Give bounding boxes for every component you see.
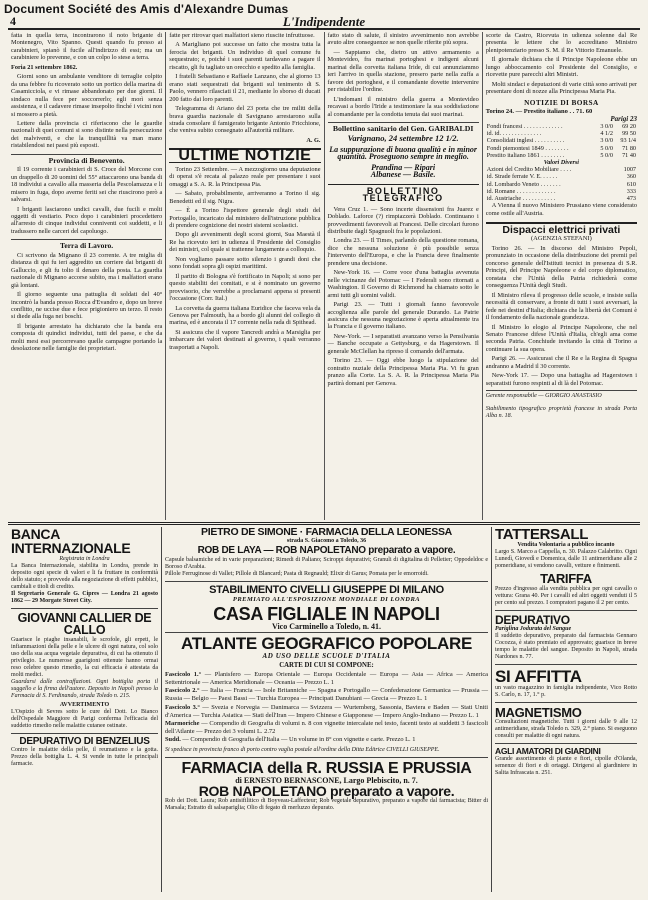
bulletin-doctors: Prandina — Ripari Albanese — Basile.	[370, 162, 436, 180]
paragraph: — È a Torino l'ispettore generale degli studi del Portogallo, incaricato dal ministero dell'istruzione pubblica di prendere cognizione dei nostri sistemi scolastici.	[169, 207, 321, 229]
ad-text: Guarisce le piaghe insanabili, le scrofole, gli erpeti, le infiammazioni della pelle e le ulcere di ogni natura, col solo uso della sua acqua vegetale depurativa, di cui ha ottenuto il privilegio. Le numerose guarigioni ottenute hanno ormai reso celebre questo rimedio, la cui efficacia è attestata da molti medici.	[11, 637, 158, 679]
paragraph: Il Ministro lo elogio al Principe Napoleone, che nel Senato Francese difese l'Unità d'Italia, ch'egli ama come seconda Patria. Conchiude invitando la città di Torino a continuare la sua opera.	[485, 323, 637, 353]
paragraph: Dopo gli avvenimenti degli scorsi giorni, Sua Maestà il Re ha ricevuto ieri in udienza il Presidente del Consiglio dei ministri, col quale si trattenne lungamente a colloquio.	[169, 231, 321, 254]
ad-text: Pillole Ferruginose di Vallet; Pillole di Blancard; Pasta di Regnauld; Elixir di Garus; Pomata per le emorroidi.	[165, 570, 429, 577]
news-columns	[8, 32, 640, 520]
advertisements	[8, 527, 640, 892]
paragraph: fatte per ritrovar quei malfattori sieno riuscite infruttuose.	[169, 32, 315, 39]
column-3	[325, 32, 483, 520]
ad-subtitle: PREMIATO ALL'ESPOSIZIONE MONDIALE DI LONDRA	[232, 596, 421, 604]
table-row: id. id. . . . . . . . . . . . . . 4 1/2 99 50	[486, 130, 636, 138]
paragraph: Torino 23. — Oggi ebbe luogo la stipulazione del contratto nuziale della Principessa Maria Pia. Vi fu gran pranzo alla Corte. La S. A. R. la Principessa Maria Pia partirà domani per Genova.	[327, 357, 479, 387]
ad-farmacia	[165, 761, 488, 813]
bulletin-title: Bollettino sanitario del Gen. GARIBALDI	[328, 122, 479, 132]
dispacci-subtitle: (AGENZIA STEFANI)	[531, 234, 592, 242]
ad-heading: TARIFFA	[540, 571, 592, 587]
column-4	[483, 32, 640, 520]
table-row: id. Strade ferrate V. E. . . . . . 360	[486, 173, 636, 181]
table-row: id. Romane . . . . . . . . . . . . . 333	[486, 187, 636, 195]
ad-giardini	[495, 747, 637, 777]
paragraph: Parigi 26. — Assicurasi che il Re e la Regina di Spagna andranno a Madrid il 30 corrente.	[485, 355, 637, 370]
ultime-notizie-title: ULTIME NOTIZIE	[169, 148, 320, 162]
borsa-title: NOTIZIE DI BORSA	[524, 97, 599, 107]
paragraph: Ci scrivono da Mignano il 23 corrente. A tre miglia di distanza di qui fu ieri aggredito un corriere dai briganti di Galluccio, e gli fu tolto il denaro della posta. La guardia nazionale di Mignano accorse subito, ma i malfattori erano già lontani.	[11, 251, 163, 289]
section-title: Provincia di Benevento.	[11, 154, 162, 164]
ad-text: Consultazioni magnetiche. Tutti i giorni dalle 9 alle 12 antimeridiane, strada Toledo n. 329, 2.° piano. Si eseguono consulti per malattie di ogni natura.	[495, 719, 637, 740]
running-header	[8, 14, 640, 30]
paragraph: Non vogliamo passare sotto silenzio i grandi doni che sono fondati sopra gli ospizi marittimi.	[169, 255, 321, 271]
paragraph: L'indomani il ministro della guerra a Montevideo recavasi a bordo l'Iride a testimoniare la sua soddisfazione al comandante per la condotta tenuta dai suoi marinai.	[327, 95, 479, 118]
paragraph: Torino 26. — In discorso del Ministro Pepoli, pronunziato in occasione della distribuzione dei premii pel concorso generale dell'Istituti tecnici in presenza di S.R. Principi, del Principe Napoleone e del corpo diplomatico, constata che l'Unità della Patria richiederà come conseguenza l'Unità degli Studi.	[485, 245, 637, 290]
bulletin-text: La suppurazione di buona qualità e in minor quantità. Proseguono sempre in meglio.	[329, 144, 478, 162]
paragraph: fatto stato di salute, il sinistro avvenimento non avrebbe avuto altre conseguenze se non quelle riferite più sopra.	[327, 32, 479, 47]
paragraph: Il giorno seguente una pattuglia di soldati del 40° incontrò la banda presso Rocca d'Evandro e, dopo un breve conflitto, ne uccise due e fece prigioniero un terzo. Il resto si diede alla fuga nei boschi.	[11, 291, 163, 321]
paragraph: — Sappiamo che, dietro un attivo armamento a Montevideo, fra marinai portoghesi e indigeni alcuni marinai della corvetta italiana Iride, di cui annunziammo ieri l'arrivo in quella stazione, presero parte nella zuffa a favore dei portoghesi, e il comandante dovette intervenire per ristabilire l'ordine.	[327, 48, 479, 94]
ad-text: L'Ospizio di Sevres sotto le cure del Dott. Lo Bianco dell'Ospedale Maggiore di Parigi conferma l'efficacia del suddetto rimedio nelle malattie cutanee ostinate.	[11, 709, 158, 730]
column-1	[8, 32, 166, 520]
ad-text: Contro le malattie della pelle, il reumatismo e la gotta. Prezzo della bottiglia L. 4. Si vende in tutte le principali farmacie.	[11, 747, 158, 768]
paragraph: — Sabato, probabilmente, arriveranno a Torino il sig. Benedetti ed il sig. Nigra.	[169, 190, 321, 205]
ad-title: BANCA INTERNAZIONALE	[11, 527, 131, 557]
ad-subtitle: Registrata in Londra	[59, 555, 110, 562]
ad-address: Vico Carminello a Toledo, n. 41.	[271, 622, 382, 632]
parigi-label: Parigi 23	[610, 114, 637, 123]
ad-text: La Banca Internazionale, stabilita in Londra, prende in deposito ogni specie di valori e li fa fruttare in conformità dello statuto; e provvede alla negoziazione di effetti pubblici, cambiali e titoli di credito.	[11, 562, 159, 590]
ads-right-column	[492, 527, 640, 892]
list-item: Fascicolo 1.° — Planisfero — Europa Orientale — Europa Occidentale — Europa — Asia — Africa — America Settentrionale — America Meridionale — Oceania — Prezzo L. 1	[165, 670, 488, 686]
ad-heading: ATLANTE GEOGRAFICO POPOLARE	[165, 632, 488, 652]
ad-text: Il suddetto depurativo, preparato dal farmacista Gennaro Cocozza, è stato premiato ed approvato; guarisce in breve tempo le malattie del sangue. Deposito in Napoli, strada Nardones n. 77.	[495, 632, 637, 660]
ad-title: FARMACIA della R. RUSSIA E PRUSSIA	[181, 759, 472, 777]
table-row: id. Lombardo Veneto . . . . . . . 610	[486, 180, 636, 188]
paragraph: Londra 23. — Il Times, parlando della questione romana, dice che nessuna soluzione è più possibile senza l'intervento dell'Europa, e che la Francia deve finalmente prendere una decisione.	[327, 237, 479, 267]
ad-subtitle: Pariglina Jodurata del Sangue	[495, 625, 572, 632]
ad-footer: Si spedisce in provincia franco di porto contro vaglia postale all'ordine della Ditta Editrice CIVELLI GIUSEPPE.	[165, 746, 440, 753]
ad-title: AGLI AMATORI DI GIARDINI	[495, 746, 601, 757]
ad-text: Prezzo d'ingresso alla vendita pubblica per ogni cavallo o vettura: Grana 40. Per i cavalli ed altri oggetti venduti il 5 per cento sul prezzo. I compratori pagano il 2 per cento.	[495, 585, 637, 606]
ads-middle-column	[162, 527, 492, 892]
ad-title: DEPURATIVO	[495, 612, 570, 627]
paragraph: Lettere dalla provincia ci riferiscono che le guardie nazionali di quei comuni si sono distinte nella persecuzione dei malviventi, e che la tranquillità va man mano ristabilendosi nei paesi più esposti.	[11, 119, 163, 150]
ad-heading: AVVERTIMENTO	[59, 702, 110, 709]
paragraph: I briganti lasciarono undici cavalli, due fucili e molti oggetti di vestiario. Poco dopo i carabinieri procedettero all'arresto di cinque individui conniventi coi suddetti, e li tradussero nelle carceri del capoluogo.	[11, 205, 163, 235]
ad-text: Rob dei Dott. Laura; Rob antisifilitico di Boyveau-Laffecteur; Rob vegetale depurativo, preparato a vapore dal farmacista; Bitter di Marsala; Estratto di salsapariglia; Olio di fegato di merluzzo depurato.	[165, 798, 488, 812]
ad-text: un vasto magazzino in famiglia indipendente, Vico Rotto S. Carlo, n. 17, 1.° p.	[495, 685, 637, 699]
paragraph: Il giornale dichiara che il Principe Napoleone ebbe un lungo abboccamento col Presidente del Consiglio, e ricevette pure parecchi altri Ministri.	[485, 56, 637, 79]
table-row: Fondi piemontesi 1849 . . . . . . . . 5 0/0 71 80	[486, 144, 636, 152]
paragraph: Il 19 corrente i carabinieri di S. Croce del Morcone con un drappello di 20 uomini del 55° attaccarono una banda di 18 individui a cavallo alla masseria della Pescolamazza e li misero in fuga, dopo averne feriti sei che riuscirono però a salvarsi.	[11, 166, 163, 204]
ad-address: Il Segretario Generale G. Cipres — Londra 21 agosto 1862 — 29 Morgate Street City.	[11, 590, 158, 604]
ad-magnetismo	[495, 706, 637, 744]
paragraph: A Vienna il nuovo Ministero Prussiano viene considerato come ostile all'Austria.	[485, 202, 637, 217]
ad-tattersall	[495, 527, 637, 611]
dispacci-title: Dispacci elettrici privati	[486, 222, 637, 234]
list-item: Marmoriche — Compendio di Geografia di volumi n. 8 con vignette intercalate nel testo, facenti testo ai suddetti 3 fascicoli dell'Atlante — Prezzo dei 3 volumi L. 2.72	[165, 720, 489, 736]
bollettino-telegrafico-title: BOLLETTINO TELEGRAFICO	[328, 184, 479, 203]
ad-subtitle: AD USO DELLE SCUOLE D'ITALIA	[262, 651, 391, 660]
ad-title: DEPURATIVO DI BENZELIUS	[19, 736, 150, 748]
ad-title: CASA FIGLIALE IN NAPOLI	[213, 604, 440, 625]
paragraph: New-York 17. — Dopo una battaglia ad Hagerstown i separatisti furono respinti al di là del Potomac.	[485, 372, 637, 387]
fascicoli-list	[165, 671, 488, 745]
table-row: Prestito italiano 1861 . . . . . . . . 5 0/0 71 40	[486, 151, 636, 159]
ad-subtitle: Vendita Volontaria a pubblico incanto	[517, 542, 615, 549]
table-row: Azioni del Credito Mobiliare . . . . 1007	[486, 166, 636, 174]
section-title: Terra di Lavoro.	[11, 239, 162, 249]
watermark-text: Document Société des Amis d'Alexandre Dumas	[4, 2, 289, 16]
paragraph: Torino 23 Settembre. — A mezzogiorno una deputazione di operai s'è recata al palazzo reale per presentare i suoi omaggi a S. A. R. la Principessa Pia.	[169, 165, 321, 188]
signature: A. G.	[306, 136, 321, 144]
borsa-line: Torino 24. — Prestito italiano . . 71. 60	[485, 108, 593, 116]
paragraph: New-York 16. — Corre voce d'una battaglia avvenuta nelle vicinanze del Potomac — I Federali sono ritornati a Washington. Il Governo di Richmond ha chiamato sotto le armi tutti gli uomini validi.	[327, 269, 479, 299]
ad-title: SI AFFITTA	[495, 666, 582, 686]
paragraph: Si assicura che il vapore Tancredi andrà a Marsiglia per imbarcare dei valori destinati al governo, i quali verranno trasportati a Napoli.	[169, 328, 321, 351]
paragraph: fatta in quella terra, incontrarono il noto brigante di Montenegro, Vito Spanno. Questi quando fu presso ai carabinieri, spianò il fucile all'indirizzo di essi; ma un carabiniere lo prevenne, e con un colpo lo stese a terra.	[11, 32, 163, 62]
footnote: Stabilimento tipografico proprietà francese in strada Porta Alba n. 18.	[485, 405, 637, 420]
ad-title: TATTERSALL	[495, 527, 589, 543]
ad-address: strada S. Giacomo a Toledo, 36	[286, 537, 367, 544]
dateline: Foria 21 settembre 1862.	[11, 63, 78, 71]
ad-callier	[11, 612, 158, 735]
paragraph: La corvetta da guerra italiana Euridice che faceva vela da Genova per Falmouth, ha a bordo gli alunni del collegio di marina, ed è ancorata il 17 corrente nella rada di Spithead.	[169, 304, 321, 327]
paragraph: New-York. — I separatisti avanzano verso la Pensilvania — Banche occupate a Gettysburg, e da Hagerstown. Il generale McClellan ha ripreso il comando dell'armata.	[327, 332, 479, 355]
ad-text: Grande assortimento di piante e fiori, cipolle d'Olanda, semenze di fiori e di ortaggi. Dirigersi al giardiniere in Salita Infrascata n. 251.	[495, 756, 637, 777]
ad-text: Capsule balsamiche ed in varie preparazioni; Rimedi di Paliano; Sciroppi depurativi; Granuli di digitalina di Pelletier; Oppodeldoc e Boroso d'Arabia.	[165, 556, 488, 570]
masthead: L'Indipendente	[282, 14, 366, 29]
ad-publisher: STABILIMENTO CIVELLI GIUSEPPE DI MILANO	[209, 583, 444, 596]
paragraph: I fratelli Sebastiano e Raffaele Lanzano, che al giorno 13 erano stati sequestrati dai briganti sul tenimento di S. Paolo, vennero rilasciati il 21, mediante lo sborso di ducati 200 fatto dai loro parenti.	[169, 73, 321, 103]
paragraph: Il Ministro rileva il progresso delle scuole, e insiste sulla necessità di conservare, a fronte di tutti i suoi avversari, la fede nei destini d'Italia; dichiara che la libertà dei Comuni è il fondamento della nazionale grandezza.	[485, 291, 637, 322]
bulletin-place: Varignano, 24 settembre 12 1/2.	[347, 133, 459, 144]
ad-banca	[11, 527, 158, 609]
ad-title: GIOVANNI CALLIER DE CALLO	[17, 610, 152, 638]
ad-owner: di ERNESTO BERNASCONE, Largo Plebiscito, n. 7.	[235, 775, 418, 785]
column-2	[166, 32, 324, 520]
page-number: 4	[10, 14, 16, 28]
ad-product: ROB NAPOLETANO preparato a vapore.	[198, 782, 455, 799]
list-item: Fascicolo 2.° — Italia — Francia — Isole Britanniche — Spagna e Portogallo — Confederazione Germanica — Prussia — Russia — Belgio — Paesi Bassi — Turchia Europea — Principati Danubiani — Grecia — Prezzo L. 1	[165, 687, 488, 703]
ad-affitta	[495, 668, 637, 703]
ad-product: ROB DE LAYA — ROB NAPOLETANO preparato a vapore.	[197, 544, 456, 556]
paragraph: A Marigliano poi successe un fatto che mostra tutta la ferocia dei briganti. Un individuo di quel comune fu sequestrato; e, poiché i suoi parenti tardavano a pagare il riscatto, gli fu tagliato un orecchio e spedito alla famiglia.	[169, 41, 321, 71]
table-row: Consolidati inglesi . . . . . . . . . . 3 0/0 93 1/4	[486, 137, 636, 145]
ads-separator	[8, 522, 640, 525]
ad-text: Largo S. Marco a Cappella, n. 30. Palazzo Calabritto. Ogni Lunedì, Giovedì e Domenica, dalle 11 antimeridiane alle 2 pomeridiane, si vendono cavalli, vetture e finimenti.	[495, 549, 637, 570]
table-row: Fondi francesi . . . . . . . . . . . . . 3 0/0 69 20	[486, 122, 636, 130]
list-item: Sudd. — Compendio di Geografia dell'Italia — Un volume in 8° con vignette e carte. Prezzo L. 1	[165, 736, 416, 744]
list-item: Fascicolo 3.° — Svezia e Norvegia — Danimarca — Svizzera — Wurtemberg, Sassonia, Baviera e Baden — Stati Uniti d'America — Turchia Asiatica — Stati dell'Iran — Impero Chinese e Giapponese — Impero Anglo-Indiano — Prezzo L. 1	[165, 703, 488, 719]
paragraph: scorte da Castro, Ricevuta in udienza solenne dal Re presenta le lettere che lo accreditano Ministro plenipotenziario presso S. M. il Re Vittorio Emanuele.	[485, 32, 637, 54]
carte-title: CARTE DI CUI SI COMPONE:	[279, 661, 374, 669]
ad-de-simone	[165, 527, 488, 582]
paragraph: Il partito di Bologna s'è fortificato in Napoli; si sono per questo stabiliti dei comitati, e si è nominato un governo provvisorio, che verrebbe a proclamarsi appena si presenti l'occasione (Corr. Ital.)	[169, 272, 321, 303]
ad-atlante	[165, 585, 488, 758]
ad-depurativo	[11, 737, 158, 768]
paragraph: Il brigante arrestato ha dichiarato che la banda era composta di quindici individui, tutti del paese, e che da molti mesi essi percorrevano quelle campagne portando la desolazione nelle famiglie dei proprietari.	[11, 322, 163, 353]
bourse-table	[486, 123, 637, 202]
paragraph: Telegramma di Ariano del 23 porta che tre militi della brava guardia nazionale di Savignano arrestarono sulla strada consolare il famigerato brigante Antonio Fricchione, che veniva subito consegnato all'autorità militare.	[169, 105, 321, 135]
table-row: id. Austriache . . . . . . . . . . . 473	[486, 195, 636, 203]
paragraph: Parigi 23. — Tutti i giornali fanno favorevole accoglienza alle parole del generale Durando. La Patrie assicura che nessuna negoziazione è aperta attualmente tra la Francia e il governo italiano.	[327, 301, 479, 331]
paragraph: Giorni sono un ambulante venditore di terraglie colpito da una febbre fu ricoverato sotto un portico della marina di Casamicciola, e vi rimase abbandonato per due giorni. Il sindaco nulla fece per soccorrerlo; egli morì senza assistenza, e il cadavere rimase insepolto finché i vicini non si mossero a pietà.	[11, 73, 163, 118]
gerente-line: Gerente responsabile — GIORGIO ANASTASIO	[486, 390, 637, 400]
paragraph: Molti sindaci e deputazioni di varie città sono arrivati per presentare doni di nozze alla Principessa Maria Pia.	[485, 80, 637, 96]
ads-left-column	[8, 527, 162, 892]
table-row: Valori Diversi	[543, 159, 579, 166]
ad-depurativo-2	[495, 614, 637, 665]
ad-notice: Guardarsi dalle contraffazioni. Ogni bottiglia porta il suggello e la firma dell'autore. Deposito in Napoli presso la Farmacia di S. Ferdinando, strada Toledo n. 215.	[11, 679, 158, 700]
ad-title: PIETRO DE SIMONE · FARMACIA DELLA LEONESSA	[201, 527, 452, 538]
paragraph: Vera Cruz 1. — Sono incerte dissensioni fra Juarez e Doblado. Laforce (?) rimpiazzerà Doblado. Continuano i provvedimenti favorevoli ai Francesi. Delle circolari furono distribuite dagli Spagnuoli fra le popolazioni.	[327, 205, 479, 235]
ad-title: MAGNETISMO	[495, 705, 582, 721]
